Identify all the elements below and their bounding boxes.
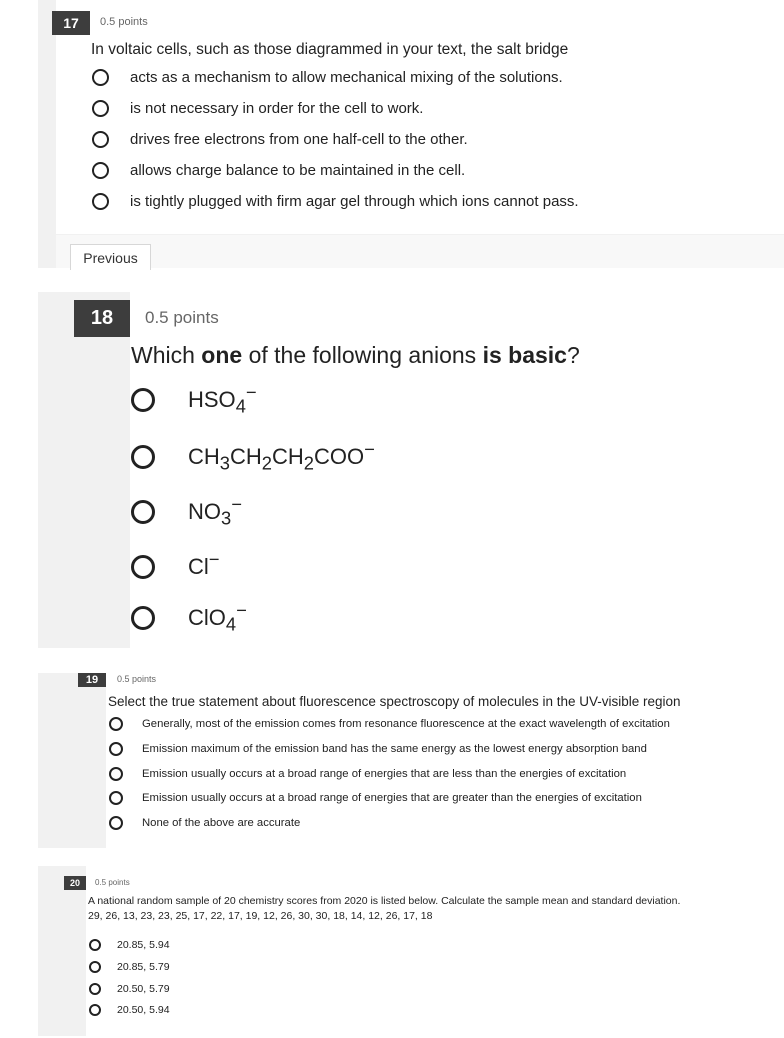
q18-option-d[interactable] [131,549,220,585]
q19-option-b-radio[interactable] [109,742,123,756]
q19-option-c[interactable] [109,767,626,781]
q18-option-d-formula: Cl [188,554,209,579]
q18-option-e-subscript: 4 [225,613,237,635]
q19-option-c-radio[interactable] [109,767,123,781]
q18-option-a[interactable] [131,382,257,418]
q18-option-b-formula-4: COO [313,444,365,469]
q18-option-e-charge: − [236,599,247,621]
q18-option-c-radio[interactable] [131,500,155,524]
q18-option-b-label [188,438,375,474]
q19-points: 0.5 points [117,674,157,684]
q19-option-b-label: Emission maximum of the emission band has the same energy as the lowest energy absorption band [142,743,647,755]
q18-option-e-label [188,599,247,635]
q19-option-e[interactable] [109,816,300,830]
q19-option-a[interactable] [109,717,670,731]
q18-option-a-radio[interactable] [131,388,155,412]
q18-option-b-sub-2: 2 [261,452,272,474]
q18-question-text [131,342,580,369]
q19-option-a-label: Generally, most of the emission comes from resonance fluorescence at the exact wavelength of excitation [142,718,670,730]
q20-option-b-label: 20.85, 5.79 [117,961,170,973]
q18-option-e-radio[interactable] [131,606,155,630]
q20-number-badge: 20 [64,876,86,890]
q19-option-a-radio[interactable] [109,717,123,731]
q17-option-c-radio[interactable] [92,131,109,148]
q18-option-b-formula-2: CH [229,444,262,469]
q18-option-b[interactable] [131,439,375,475]
q20-option-c-radio[interactable] [89,983,101,995]
q19-option-c-label: Emission usually occurs at a broad range of energies that are less than the energies of excitation [142,768,627,780]
q19-option-e-radio[interactable] [109,816,123,830]
q17-option-c[interactable] [92,131,468,148]
q18-option-c-subscript: 3 [221,507,232,529]
previous-button[interactable]: Previous [70,244,151,270]
q18-question-emphasis-basic: is basic [482,342,567,368]
q17-footer [56,235,784,268]
q19-option-b[interactable] [109,742,647,756]
q18-option-b-radio[interactable] [131,445,155,469]
q18-option-a-charge: − [245,381,257,403]
q18-option-b-charge: − [364,438,375,460]
q19-question-text: Select the true statement about fluorescence spectroscopy of molecules in the UV-visible region [108,694,681,709]
q18-option-e[interactable] [131,600,247,636]
q18-question-emphasis-one: one [201,342,243,368]
q18-question-part-3: of the following anions [242,342,483,368]
q17-option-a-radio[interactable] [92,69,109,86]
q20-option-d-radio[interactable] [89,1004,101,1016]
q18-option-b-sub-1: 3 [219,452,230,474]
q20-option-d-label: 20.50, 5.94 [117,1004,170,1016]
q20-option-b[interactable] [89,961,170,973]
q20-option-d[interactable] [89,1004,170,1016]
q20-panel [86,866,784,1036]
q17-option-d-label: allows charge balance to be maintained in the cell. [130,162,466,179]
q18-option-b-formula-1: CH [188,444,220,469]
q17-option-d[interactable] [92,162,465,179]
q17-option-b-radio[interactable] [92,100,109,117]
q17-option-b-label: is not necessary in order for the cell to work. [130,100,424,117]
q17-option-a-label: acts as a mechanism to allow mechanical mixing of the solutions. [130,69,563,86]
q18-option-d-radio[interactable] [131,555,155,579]
q20-points: 0.5 points [95,878,130,887]
q18-option-a-label [188,381,257,417]
q18-question-part-5: ? [566,342,580,368]
q18-number-badge: 18 [74,300,130,337]
q20-option-c[interactable] [89,983,170,995]
q20-option-a-label: 20.85, 5.94 [117,939,170,951]
q18-option-c-charge: − [231,493,242,515]
q18-option-a-formula: HSO [188,387,236,412]
q19-option-d-label: Emission usually occurs at a broad range of energies that are greater than the energies of excitation [142,792,642,804]
q18-option-c-formula: NO [188,499,221,524]
q17-option-b[interactable] [92,100,423,117]
q20-option-a[interactable] [89,939,170,951]
q20-question-text: A national random sample of 20 chemistry scores from 2020 is listed below. Calculate the sample mean and standard deviation. [88,895,681,907]
q20-data-line: 29, 26, 13, 23, 23, 25, 17, 22, 17, 19, 12, 26, 30, 30, 18, 14, 12, 26, 17, 18 [88,910,433,922]
q19-option-d[interactable] [109,791,642,805]
q17-points: 0.5 points [100,16,148,28]
q18-option-d-label [188,548,220,580]
q17-question-text: In voltaic cells, such as those diagrammed in your text, the salt bridge [91,41,569,58]
q17-number-badge: 17 [52,11,90,35]
q18-option-b-sub-3: 2 [303,452,314,474]
q18-option-c[interactable] [131,494,242,530]
q17-option-d-radio[interactable] [92,162,109,179]
q20-option-b-radio[interactable] [89,961,101,973]
q17-option-e[interactable] [92,193,579,210]
q20-option-a-radio[interactable] [89,939,101,951]
q17-option-c-label: drives free electrons from one half-cell to the other. [130,131,468,148]
q18-option-b-formula-3: CH [271,444,304,469]
q20-option-c-label: 20.50, 5.79 [117,983,170,995]
q18-option-e-formula: ClO [188,605,226,630]
q17-option-e-label: is tightly plugged with firm agar gel through which ions cannot pass. [130,193,579,210]
q19-option-e-label: None of the above are accurate [142,817,301,829]
q17-option-a[interactable] [92,69,563,86]
q18-option-c-label [188,493,242,529]
q18-option-d-charge: − [208,548,220,570]
q18-option-a-subscript: 4 [235,395,246,417]
q18-points: 0.5 points [145,308,219,327]
q17-option-e-radio[interactable] [92,193,109,210]
q18-question-part-1: Which [131,342,202,368]
q19-number-badge: 19 [78,673,106,687]
q19-option-d-radio[interactable] [109,791,123,805]
